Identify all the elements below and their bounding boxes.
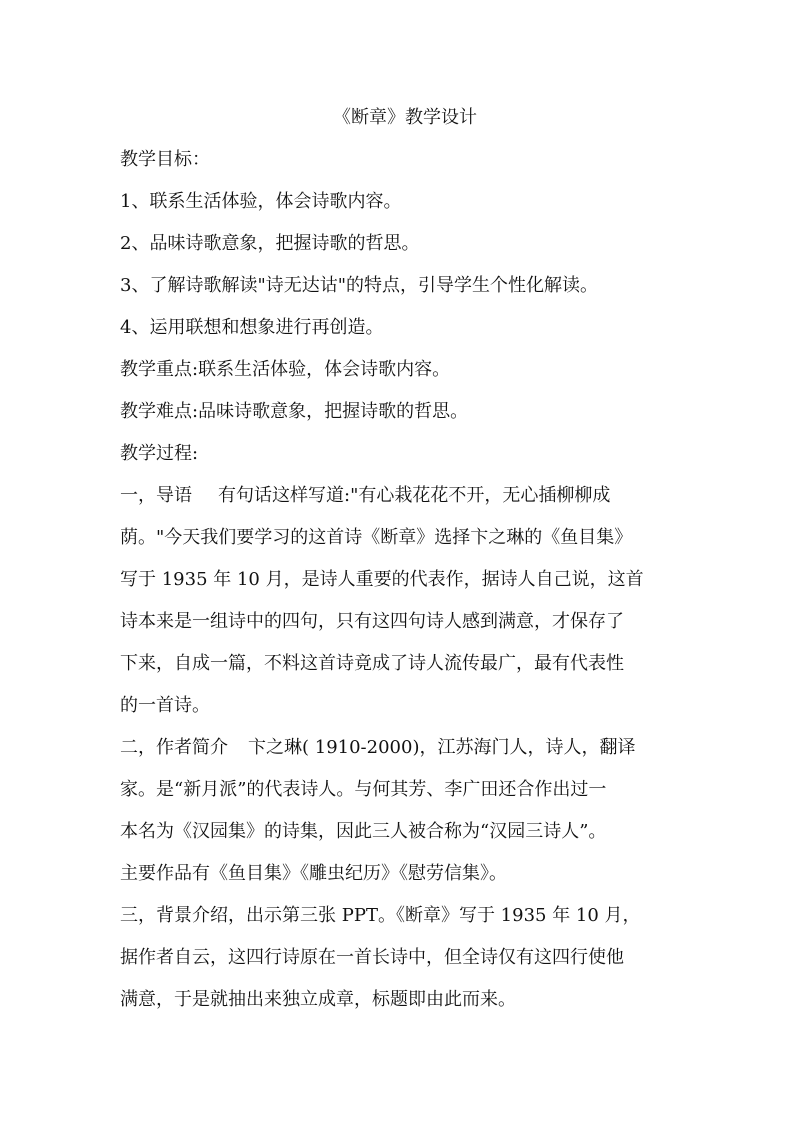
process-heading: 教学过程: [120,443,199,464]
objectives-heading: 教学目标： [120,149,210,170]
objective-item-2: 2、品味诗歌意象，把握诗歌的哲思。 [120,233,420,254]
section2-line-2: 家。是“新月派”的代表诗人。与何其芳、李广田还合作出过一 [120,779,607,800]
section3-line-1: 三，背景介绍，出示第三张 PPT。《断章》写于 1935 年 10 月， [120,905,641,926]
document-title: 《断章》教学设计 [333,107,477,128]
objective-item-1: 1、联系生活体验，体会诗歌内容。 [120,191,402,212]
section3-line-2: 据作者自云，这四行诗原在一首长诗中，但全诗仅有这四行使他 [120,947,624,968]
section1-line-4: 诗本来是一组诗中的四句，只有这四句诗人感到满意，才保存了 [120,611,624,632]
section3-line-3: 满意，于是就抽出来独立成章，标题即由此而来。 [120,989,516,1010]
section1-line-2: 荫。"今天我们要学习的这首诗《断章》选择卞之琳的《鱼目集》 [120,527,633,548]
section1-line-6: 的一首诗。 [120,695,210,716]
key-point: 教学重点:联系生活体验，体会诗歌内容。 [120,359,451,380]
section2-line-4: 主要作品有《鱼目集》《雕虫纪历》《慰劳信集》。 [120,863,507,884]
difficult-point: 教学难点:品味诗歌意象，把握诗歌的哲思。 [120,401,469,422]
section1-line-3: 写于 1935 年 10 月，是诗人重要的代表作，据诗人自己说，这首 [120,569,644,590]
section2-first-line [120,734,695,762]
section2-line-3: 本名为《汉园集》的诗集，因此三人被合称为“汉园三诗人”。 [120,821,607,842]
section2-line-1: 卞之琳( 1910-2000)，江苏海门人，诗人，翻译 [248,737,636,758]
objective-item-3: 3、了解诗歌解读"诗无达诂"的特点，引导学生个性化解读。 [120,275,599,296]
section1-line-5: 下来，自成一篇，不料这首诗竟成了诗人流传最广，最有代表性 [120,653,624,674]
section1-label: 一，导语 [120,485,192,506]
section1-first-line [120,482,695,510]
section2-label: 二，作者简介 [120,737,228,758]
objective-item-4: 4、运用联想和想象进行再创造。 [120,317,384,338]
section1-line-1: 有句话这样写道:"有心栽花花不开，无心插柳柳成 [218,485,611,506]
